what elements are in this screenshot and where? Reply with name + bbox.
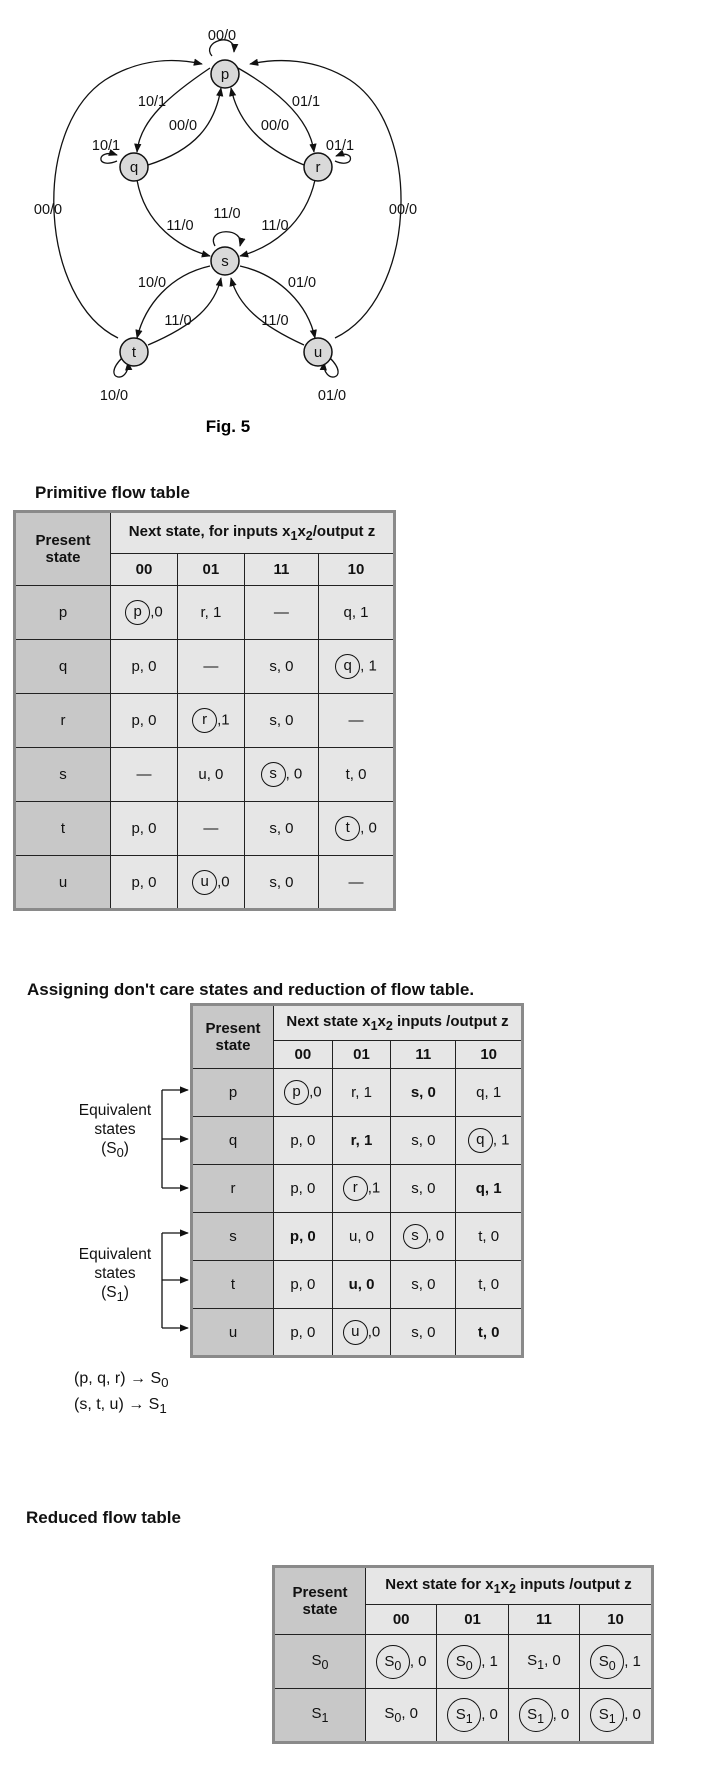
column-header-00: 00	[274, 1041, 333, 1069]
column-header-00: 00	[111, 554, 178, 586]
next-state-cell: s , 0	[391, 1213, 456, 1261]
next-state-cell: p, 0	[274, 1117, 333, 1165]
column-header-00: 00	[366, 1605, 437, 1635]
next-state-cell: $S_0$ , 0	[366, 1635, 437, 1689]
present-state-cell: p	[192, 1069, 274, 1117]
present-state-cell: $S_1$	[274, 1689, 366, 1743]
next-state-cell: s, 0	[391, 1069, 456, 1117]
next-state-cell: u ,0	[332, 1309, 391, 1357]
stable-state-circle: t	[335, 816, 360, 841]
reduced-table-title: Reduced flow table	[26, 1508, 181, 1527]
present-state-cell: s	[15, 748, 111, 802]
stable-state-circle: $S_1$	[590, 1698, 624, 1732]
next-state-cell: r ,1	[332, 1165, 391, 1213]
present-state-cell: t	[15, 802, 111, 856]
primitive-flow-table	[13, 510, 396, 911]
next-state-cell: s, 0	[244, 640, 318, 694]
next-state-cell: p, 0	[111, 802, 178, 856]
column-header-10: 10	[580, 1605, 653, 1635]
present-state-header: Present state	[274, 1567, 366, 1635]
next-state-cell: $S_1$ , 0	[437, 1689, 508, 1743]
table-row	[15, 640, 395, 694]
stable-state-circle: r	[192, 708, 217, 733]
next-state-cell: r ,1	[177, 694, 244, 748]
column-header-10: 10	[319, 554, 395, 586]
next-state-cell: u, 0	[332, 1261, 391, 1309]
column-header-01: 01	[437, 1605, 508, 1635]
present-state-cell: p	[15, 586, 111, 640]
edge-label: 00/0	[207, 28, 237, 44]
state-label-u: u	[313, 344, 323, 361]
next-state-cell: $S_0$, 0	[366, 1689, 437, 1743]
stable-state-circle: q	[468, 1128, 493, 1153]
assign-table-title: Assigning don't care states and reduction of flow table.	[27, 980, 475, 999]
edge-label: 11/0	[213, 206, 241, 222]
next-state-cell: p, 0	[111, 640, 178, 694]
equivalent-states-s0-label: Equivalent states $(S_0)$	[78, 1102, 152, 1161]
next-state-cell: s, 0	[391, 1117, 456, 1165]
state-label-q: q	[129, 159, 139, 176]
edge-label: 10/0	[99, 388, 129, 404]
edge-label: 11/0	[261, 313, 289, 329]
edge-label: 11/0	[166, 218, 194, 234]
edge-label: 11/0	[164, 313, 192, 329]
next-state-cell: t, 0	[456, 1309, 523, 1357]
edge-label: 00/0	[388, 202, 418, 218]
stable-state-circle: p	[284, 1080, 309, 1105]
next-state-cell: s, 0	[244, 802, 318, 856]
edge-label: 01/1	[325, 138, 355, 154]
present-state-cell: q	[192, 1117, 274, 1165]
stable-state-circle: $S_1$	[447, 1698, 481, 1732]
state-label-s: s	[221, 253, 229, 270]
next-state-cell: —	[319, 856, 395, 910]
table-row	[274, 1689, 653, 1743]
column-header-11: 11	[508, 1605, 579, 1635]
mapping-s0: (p, q, $r) \to S_0$	[74, 1370, 169, 1391]
table-row	[192, 1069, 523, 1117]
next-state-cell: t , 0	[319, 802, 395, 856]
next-state-cell: p, 0	[111, 694, 178, 748]
next-state-cell: p, 0	[274, 1165, 333, 1213]
table-row	[15, 856, 395, 910]
stable-state-circle: $S_0$	[447, 1645, 481, 1679]
state-label-r: r	[315, 159, 321, 176]
next-state-cell: —	[111, 748, 178, 802]
next-state-cell: s, 0	[391, 1309, 456, 1357]
column-header-11: 11	[244, 554, 318, 586]
figure-caption: Fig. 5	[205, 417, 251, 436]
stable-state-circle: $S_0$	[376, 1645, 410, 1679]
present-state-cell: $S_0$	[274, 1635, 366, 1689]
table-row	[192, 1213, 523, 1261]
next-state-cell: q, 1	[456, 1069, 523, 1117]
next-state-cell: p, 0	[274, 1309, 333, 1357]
edge-s-self	[213, 232, 240, 246]
state-label-t: t	[131, 344, 137, 361]
stable-state-circle: s	[261, 762, 286, 787]
mapping-s1: (s, t, $u) \to S_1$	[74, 1396, 167, 1417]
edge-label: 11/0	[261, 218, 289, 234]
edge-t-p	[54, 61, 202, 338]
edge-label: 01/1	[291, 94, 321, 110]
edge-label: 01/0	[317, 388, 347, 404]
next-state-cell: q, 1	[456, 1165, 523, 1213]
table-row	[274, 1635, 653, 1689]
stable-state-circle: s	[403, 1224, 428, 1249]
assign-flow-table	[190, 1003, 524, 1358]
state-label-p: p	[220, 66, 230, 83]
edge-u-p	[250, 61, 401, 338]
stable-state-circle: q	[335, 654, 360, 679]
stable-state-circle: $S_0$	[590, 1645, 624, 1679]
present-state-cell: r	[192, 1165, 274, 1213]
next-state-cell: r, 1	[177, 586, 244, 640]
next-state-header: Next state $x_1x_2$ inputs /output z	[274, 1005, 523, 1041]
next-state-cell: —	[177, 802, 244, 856]
next-state-cell: —	[177, 640, 244, 694]
next-state-cell: q , 1	[456, 1117, 523, 1165]
table-row	[192, 1309, 523, 1357]
table-row	[15, 748, 395, 802]
edge-label: 10/1	[91, 138, 121, 154]
edge-label: 00/0	[33, 202, 63, 218]
stable-state-circle: p	[125, 600, 150, 625]
edge-label: 01/0	[287, 275, 317, 291]
next-state-cell: —	[244, 586, 318, 640]
next-state-cell: u ,0	[177, 856, 244, 910]
next-state-cell: r, 1	[332, 1117, 391, 1165]
column-header-10: 10	[456, 1041, 523, 1069]
column-header-11: 11	[391, 1041, 456, 1069]
reduced-flow-table	[272, 1565, 654, 1744]
edge-p-r	[238, 68, 314, 152]
next-state-cell: t, 0	[319, 748, 395, 802]
present-state-cell: u	[15, 856, 111, 910]
stable-state-circle: u	[343, 1320, 368, 1345]
next-state-cell: —	[319, 694, 395, 748]
next-state-cell: s, 0	[244, 856, 318, 910]
next-state-cell: t, 0	[456, 1213, 523, 1261]
next-state-cell: r, 1	[332, 1069, 391, 1117]
edge-label: 00/0	[260, 118, 290, 134]
next-state-cell: $S_1$, 0	[508, 1635, 579, 1689]
edge-label: 10/0	[137, 275, 167, 291]
next-state-cell: t, 0	[456, 1261, 523, 1309]
next-state-cell: p ,0	[111, 586, 178, 640]
table-row	[15, 694, 395, 748]
next-state-cell: s , 0	[244, 748, 318, 802]
present-state-header: Present state	[192, 1005, 274, 1069]
next-state-cell: p, 0	[274, 1261, 333, 1309]
next-state-cell: q , 1	[319, 640, 395, 694]
next-state-cell: u, 0	[177, 748, 244, 802]
present-state-cell: q	[15, 640, 111, 694]
table-row	[192, 1261, 523, 1309]
primitive-table-title: Primitive flow table	[35, 483, 190, 502]
next-state-cell: $S_0$ , 1	[580, 1635, 653, 1689]
edge-r-self	[335, 154, 351, 163]
edge-q-self	[101, 154, 117, 164]
table-row	[15, 802, 395, 856]
table-row	[192, 1117, 523, 1165]
next-state-cell: q, 1	[319, 586, 395, 640]
present-state-cell: r	[15, 694, 111, 748]
next-state-cell: $S_1$ , 0	[580, 1689, 653, 1743]
equivalent-states-s1-label: Equivalent states $(S_1)$	[78, 1246, 152, 1305]
next-state-cell: s, 0	[391, 1261, 456, 1309]
present-state-cell: u	[192, 1309, 274, 1357]
next-state-cell: u, 0	[332, 1213, 391, 1261]
next-state-header: Next state, for inputs $x_1x_2$/output z	[111, 512, 395, 554]
table-row	[15, 586, 395, 640]
edge-label: 00/0	[168, 118, 198, 134]
next-state-cell: $S_0$ , 1	[437, 1635, 508, 1689]
next-state-cell: p, 0	[111, 856, 178, 910]
present-state-cell: s	[192, 1213, 274, 1261]
edge-label: 10/1	[137, 94, 167, 110]
edge-p-q	[137, 68, 210, 152]
next-state-cell: p, 0	[274, 1213, 333, 1261]
stable-state-circle: r	[343, 1176, 368, 1201]
next-state-cell: s, 0	[244, 694, 318, 748]
next-state-cell: p ,0	[274, 1069, 333, 1117]
stable-state-circle: $S_1$	[519, 1698, 553, 1732]
table-row	[192, 1165, 523, 1213]
column-header-01: 01	[177, 554, 244, 586]
next-state-cell: $S_1$ , 0	[508, 1689, 579, 1743]
next-state-header: Next state for $x_1x_2$ inputs /output z	[366, 1567, 653, 1605]
column-header-01: 01	[332, 1041, 391, 1069]
next-state-cell: s, 0	[391, 1165, 456, 1213]
present-state-cell: t	[192, 1261, 274, 1309]
stable-state-circle: u	[192, 870, 217, 895]
present-state-header: Present state	[15, 512, 111, 586]
state-diagram	[0, 0, 712, 440]
